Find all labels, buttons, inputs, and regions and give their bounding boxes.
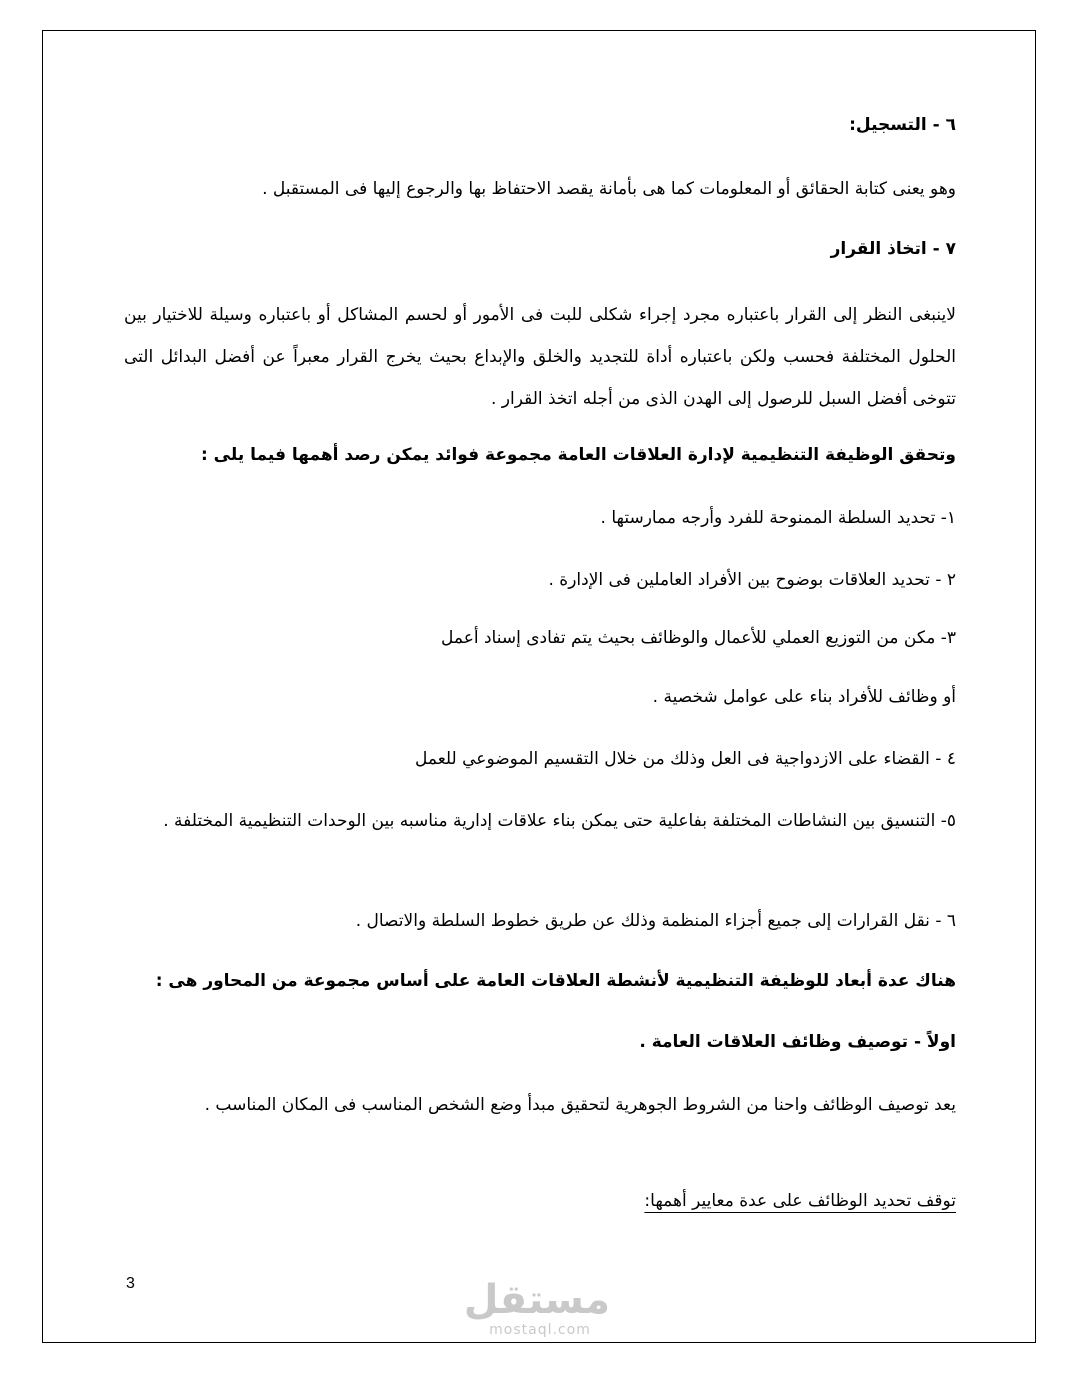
benefit-item-6: ٦ - نقل القرارات إلى جميع أجزاء المنظمة وذلك عن طريق خطوط السلطة والاتصال . [355,911,956,931]
dimensions-intro: هناك عدة أبعاد للوظيفة التنظيمية لأنشطة العلاقات العامة على أساس مجموعة من المحاور هى : [155,971,956,991]
section-heading-registration: ٦ - التسجيل: [849,115,956,135]
benefits-intro: وتحقق الوظيفة التنظيمية لإدارة العلاقات العامة مجموعة فوائد يمكن رصد أهمها فيما يلى : [200,445,956,465]
benefit-item-2: ٢ - تحديد العلاقات بوضوح بين الأفراد العاملين فى الإدارة . [548,570,956,590]
paragraph-job-description: يعد توصيف الوظائف واحنا من الشروط الجوهرية لتحقيق مبدأ وضع الشخص المناسب فى المكان المناسب . [204,1095,956,1115]
criteria-heading: توقف تحديد الوظائف على عدة معايير أهمها: [644,1191,956,1211]
section-heading-decision: ٧ - اتخاذ القرار [830,239,956,259]
benefit-item-3-line-2: أو وظائف للأفراد بناء على عوامل شخصية . [652,687,956,707]
watermark-logo-text: مستقل [463,1277,610,1323]
page-number: 3 [126,1275,135,1292]
paragraph-registration: وهو يعنى كتابة الحقائق أو المعلومات كما هى بأمانة يقصد الاحتفاظ بها والرجوع إليها فى المستقبل . [262,179,956,199]
watermark-domain-text: mostaql.com [489,1322,591,1338]
benefit-item-5: ٥- التنسيق بين النشاطات المختلفة بفاعلية حتى يمكن بناء علاقات إدارية مناسبه بين الوحدات التنظيمية المختلفة . [163,811,956,831]
benefit-item-4: ٤ - القضاء على الازدواجية فى العل وذلك من خلال التقسيم الموضوعي للعمل [415,749,956,769]
paragraph-decision: لاينبغى النظر إلى القرار باعتباره مجرد إجراء شكلى للبت فى الأمور أو لحسم المشاكل أو باعتباره وسيلة للاختيار بين الحلول المختلفة فحسب ولكن باعتباره أداة للتجديد والخلق والإبداع بحيث يخرج القرار معبراً عن أفضل البدائل التى تتوخى أفضل السبل للرصول إلى الهدن الذى من أجله اتخذ القرار . [124,305,956,409]
benefit-item-1: ١- تحديد السلطة الممنوحة للفرد وأرجه ممارستها . [600,508,956,528]
benefit-item-3-line-1: ٣- مكن من التوزيع العملي للأعمال والوظائف بحيث يتم تفادى إسناد أعمل [441,628,956,648]
section-heading-job-description: اولاً - توصيف وظائف العلاقات العامة . [639,1032,956,1052]
mostaql-watermark [463,1277,610,1348]
